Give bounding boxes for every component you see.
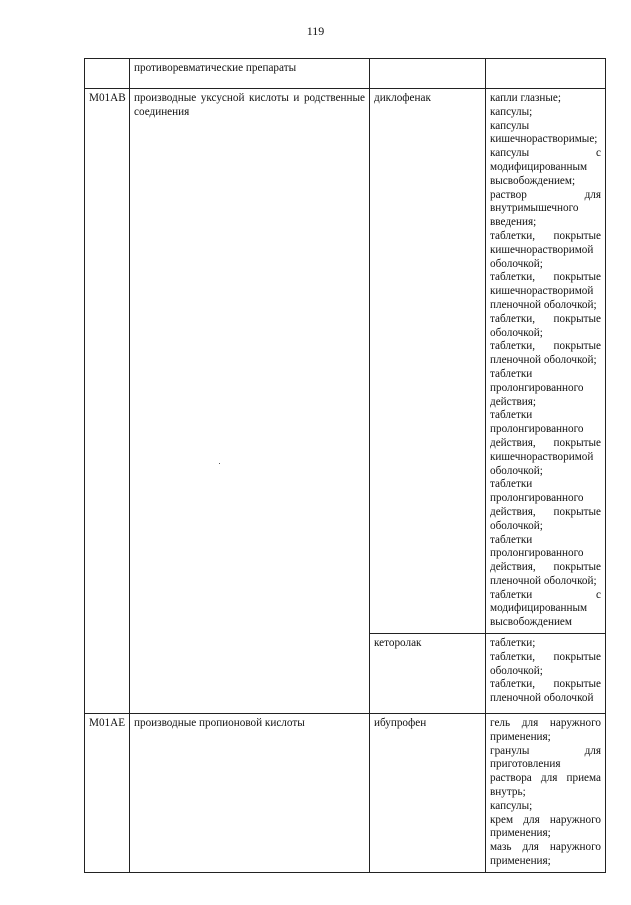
dosage-forms-cell — [486, 59, 606, 89]
dosage-form: гранулы для приготовления раствора для приема внутрь; — [490, 744, 601, 799]
dosage-form: таблетки; — [490, 637, 536, 650]
dosage-forms-cell — [486, 714, 606, 873]
dosage-form: таблетки, покрытые кишечнорастворимой пленочной оболочкой; — [490, 271, 601, 311]
atc-code-cell: M01AB — [85, 89, 130, 714]
dosage-form: таблетки с модифицированным высвобождением — [490, 588, 601, 629]
dosage-form: таблетки, покрытые оболочкой; — [490, 650, 601, 677]
table-row — [85, 59, 606, 89]
dosage-form: таблетки, покрытые пленочной оболочкой — [490, 678, 601, 705]
dosage-form: капли глазные; — [490, 92, 562, 104]
group-name-text: производные уксусной кислоты и родственные соединения — [134, 92, 365, 118]
drug-name-cell: диклофенак — [370, 89, 486, 634]
medicines-table — [84, 58, 606, 873]
dosage-form: гель для наружного применения; — [490, 717, 601, 743]
drug-name-cell: кеторолак — [370, 634, 486, 714]
dosage-form: таблетки пролонгированного действия; — [490, 367, 584, 408]
dosage-form: таблетки, покрытые пленочной оболочкой; — [490, 340, 601, 367]
dosage-form: капсулы кишечнорастворимые; — [490, 119, 598, 146]
group-name-cell: противоревматические препараты — [130, 59, 370, 89]
dosage-form: мазь для наружного применения; — [490, 841, 601, 868]
group-name-cell: производные пропионовой кислоты — [130, 714, 370, 873]
dosage-form: таблетки, покрытые кишечнорастворимой оболочкой; — [490, 229, 601, 270]
dosage-form: таблетки пролонгированного действия, покрытые пленочной оболочкой; — [490, 533, 601, 587]
dosage-form: капсулы; — [490, 105, 533, 118]
dosage-form: таблетки пролонгированного действия, покрытые оболочкой; — [490, 478, 601, 532]
table-row — [85, 714, 606, 873]
dosage-form: капсулы с модифицированным высвобождением; — [490, 147, 601, 187]
dosage-form: крем для наружного применения; — [490, 813, 601, 840]
dosage-form: раствор для внутримышечного введения; — [490, 188, 601, 229]
dosage-form: таблетки, покрытые оболочкой; — [490, 312, 601, 339]
dosage-forms-cell — [486, 89, 606, 634]
dosage-form: капсулы; — [490, 799, 533, 812]
drug-name-cell — [370, 59, 486, 89]
atc-code-cell — [85, 59, 130, 89]
dosage-form: таблетки пролонгированного действия, покрытые кишечнорастворимой оболочкой; — [490, 409, 601, 477]
group-name-cell — [130, 89, 370, 714]
page-number: 119 — [306, 24, 325, 38]
dosage-forms-cell — [486, 634, 606, 714]
atc-code-cell: M01AE — [85, 714, 130, 873]
table-row — [85, 89, 606, 634]
drug-name-cell: ибупрофен — [370, 714, 486, 873]
scan-speck — [219, 463, 220, 464]
